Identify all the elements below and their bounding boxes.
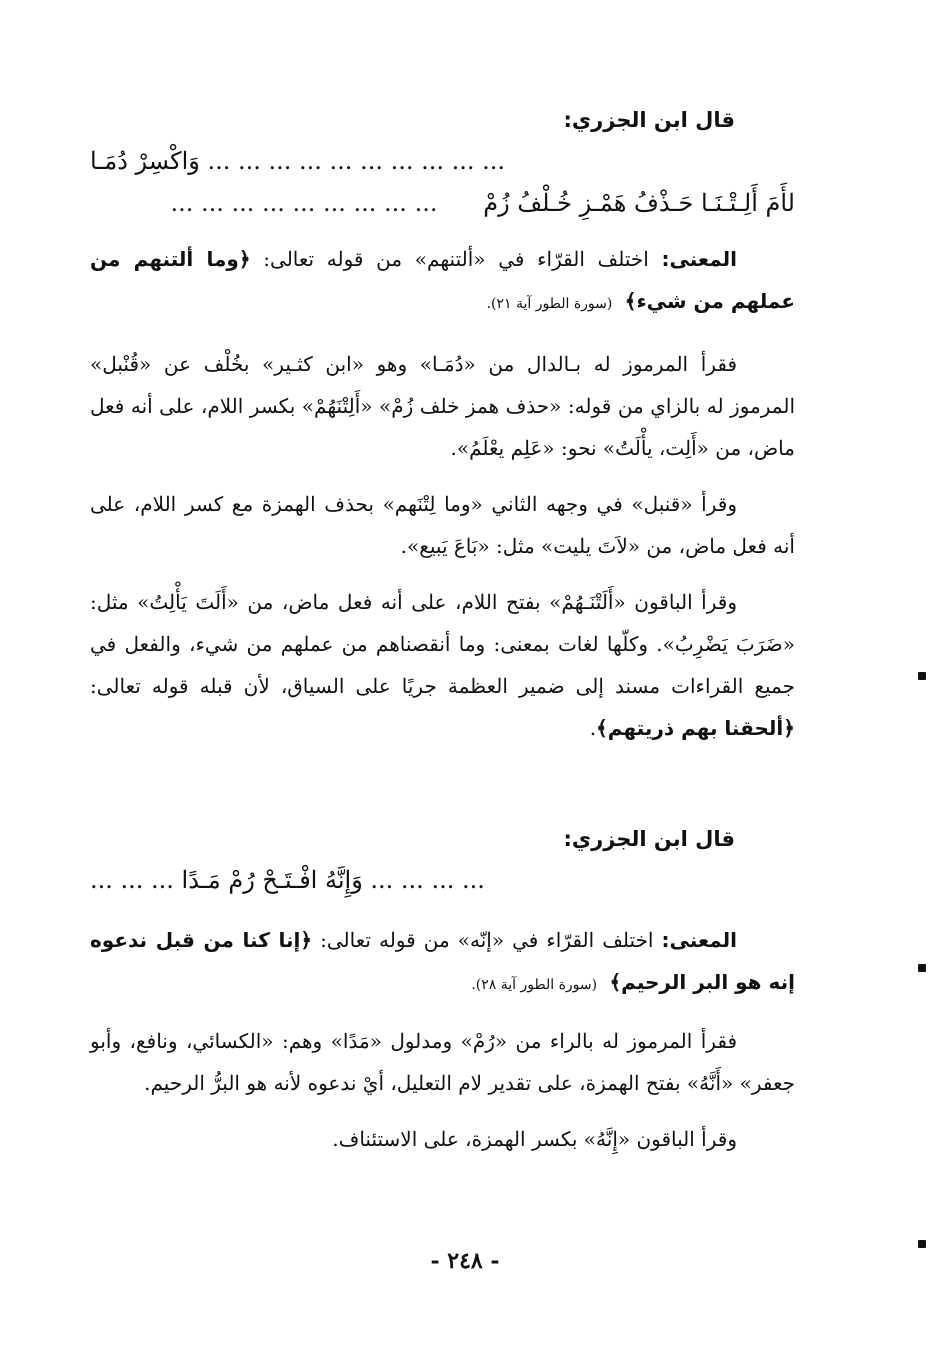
section2-verse-line [90,859,795,901]
meaning-text: اختلف القرّاء في «ألتنهم» من قوله تعالى: [263,247,649,271]
section1-paragraph-1: فقرأ المرموز له بـالدال من «دُمَـا» وهو «ابن كثـير» بخُلْف عن «قُنْبل» المرموز له بالزاي من قوله: «حذف همز خلف زُمْ» «أَلِتْنَهُمْ» بكسر اللام، على أنه فعل ماض، من «أَلِت، يأْلَتُ» نحو: «عَلِم يعْلَمُ». [90,352,795,460]
meaning-label: المعنى: [661,247,737,271]
section1-paragraph-2: وقرأ «قنبل» في وجهه الثاني «وما لِتْنَهم» بحذف الهمزة مع كسر اللام، على أنه فعل ماض، من «لاَتَ يليت» مثل: «بَاعَ يَبيع». [90,492,795,558]
section2-paragraph-2: وقرأ الباقون «إِنَّهُ» بكسر الهمزة، على الاستئناف. [332,1127,737,1151]
section2-heading: قال ابن الجزري: [563,827,735,851]
quran-quote: ﴿وما ألتنهم من عملهم من شيء﴾ [90,247,795,313]
verse-line-text: ... ... ... ... وَإِنَّهُ افْـتَـحْ رُمْ مَـدًا ... ... ... [90,866,485,894]
section2-meaning [90,919,795,1006]
section1-verse-line1 [90,140,795,182]
section1-paragraph-3 [90,581,795,749]
paragraph-3-end: . [589,716,597,740]
section2-paragraph-1: فقرأ المرموز له بالراء من «رُمْ» ومدلول «مَدًا» وهم: «الكسائي، ونافع، وأبو جعفر» «أَنَّهُ» بفتح الهمزة، على تقدير لام التعليل، أيْ ندعوه لأنه هو البرُّ الرحيم. [90,1029,795,1095]
verse-line2-text: لأَمَ أَلِـتْـنَـا حَـذْفُ هَمْـزِ خُـلْفُ زُمْ [483,189,795,217]
section1-heading: قال ابن الجزري: [563,108,735,132]
verse-line2-dots: ... ... ... ... ... ... ... ... ... [170,189,438,217]
scan-edge-mark [918,1240,926,1248]
section1-verse-line2 [90,182,795,224]
scan-edge-mark [918,672,926,680]
page-number: - ٢٤٨ - [430,1248,500,1274]
verse-line1-text: ... ... ... ... ... ... ... ... ... ... وَاكْسِرْ دُمَـا [90,147,506,175]
surah-reference: (سورة الطور آية ٢١). [486,296,613,312]
quran-quote: ﴿ألحقنا بهم ذريتهم﴾ [596,716,795,740]
page-content [90,100,795,1160]
surah-reference: (سورة الطور آية ٢٨). [471,977,598,993]
meaning-label: المعنى: [661,928,738,952]
meaning-text: اختلف القرّاء في «إنّه» من قوله تعالى: [320,928,654,952]
section1-meaning [90,238,795,325]
paragraph-3-text: وقرأ الباقون «أَلَتْنَـهُمْ» بفتح اللام، على أنه فعل ماض، من «أَلَتَ يَأْلِتُ» مثل: «ضَرَبَ يَضْرِبُ». وكلّها لغات بمعنى: وما أنقصناهم من عملهم من شيء، والفعل في جميع القراءات مسند إلى ضمير العظمة جريًا على السياق، لأن قبله قوله تعالى: [90,590,795,698]
scan-edge-mark [918,964,926,972]
quran-quote: ﴿إنا كنا من قبل ندعوه إنه هو البر الرحيم﴾ [90,928,795,994]
